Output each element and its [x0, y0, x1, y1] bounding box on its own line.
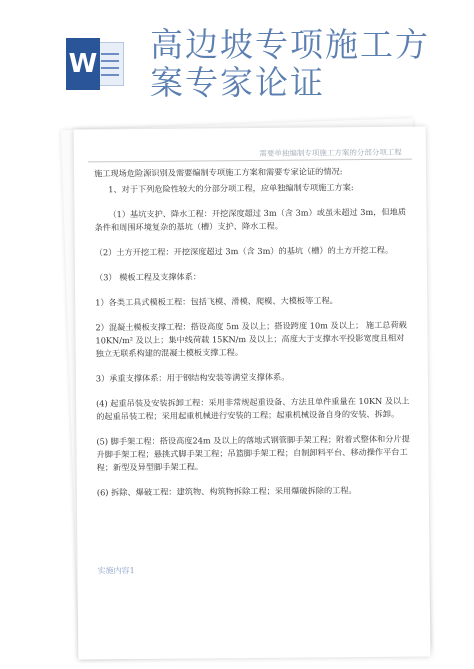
banner [0, 0, 474, 112]
section-1-heading: 1、对于下列危险性较大的分部分项工程，应单独编制专项施工方案: [108, 182, 354, 195]
item-earthwork: （2）土方开挖工程：开挖深度超过 3m（含 3m）的基坑（槽）的土方开挖工程。 [94, 244, 394, 258]
intro-paragraph: 施工现场危险源识别及需要编制专项施工方案和需要专家论证的情况: [94, 166, 343, 179]
word-document-icon [66, 38, 124, 90]
document-header: 需要单独编制专项施工方案的分部分项工程 [259, 147, 402, 158]
word-logo-letter: W [66, 38, 100, 90]
item-concrete-support: 2）混凝土模板支撑工程：搭设高度 5m 及以上；搭设跨度 10m 及以上； 施工总荷载 10KN/m² 及以上；集中线荷载 15KN/m 及以上；高度大于支撑水平投影宽度且相对独立无联系构建的混凝土模板支撑工程。 [95, 319, 407, 359]
item-demolition: (6) 拆除、爆破工程：建筑物、构筑物拆除工程；采用爆破拆除的工程。 [96, 485, 357, 498]
item-scaffolding: (5) 脚手架工程：搭设高度24m 及以上的落地式钢管脚手架工程；附着式整体和分片提升脚手架工程；悬挑式脚手架工程；吊篮脚手架工程；自制卸料平台、移动操作平台工程；新型及异型脚手架工程。 [96, 433, 410, 473]
document-page [74, 126, 431, 659]
document-body [94, 165, 411, 512]
item-load-bearing-support: 3）承重支撑体系：用于钢结构安装等满堂支撑体系。 [95, 371, 290, 384]
item-formwork-heading: （3） 模板工程及支撑体系： [94, 271, 202, 283]
item-lifting-installation: (4) 起重吊装及安装拆卸工程：采用非常规起重设备、方法且单件重量在 10KN 及以上的起重吊装工程；采用起重机械进行安装的工程；起重机械设备自身的安装、拆卸。 [96, 395, 410, 422]
header-divider [88, 159, 412, 163]
page-title: 高边坡专项施工方案专家论证 [150, 25, 430, 102]
item-foundation-pit: （1）基坑支护、降水工程：开挖深度超过 3m（含 3m）或虽未超过 3m，但地质条件和周围环境复杂的基坑（槽）支护、降水工程。 [94, 206, 407, 233]
item-tool-formwork: 1）各类工具式模板工程：包括飞模、滑模、爬模、大模板等工程。 [95, 295, 338, 308]
document-footer-link[interactable]: 实施内容1 [97, 566, 135, 576]
